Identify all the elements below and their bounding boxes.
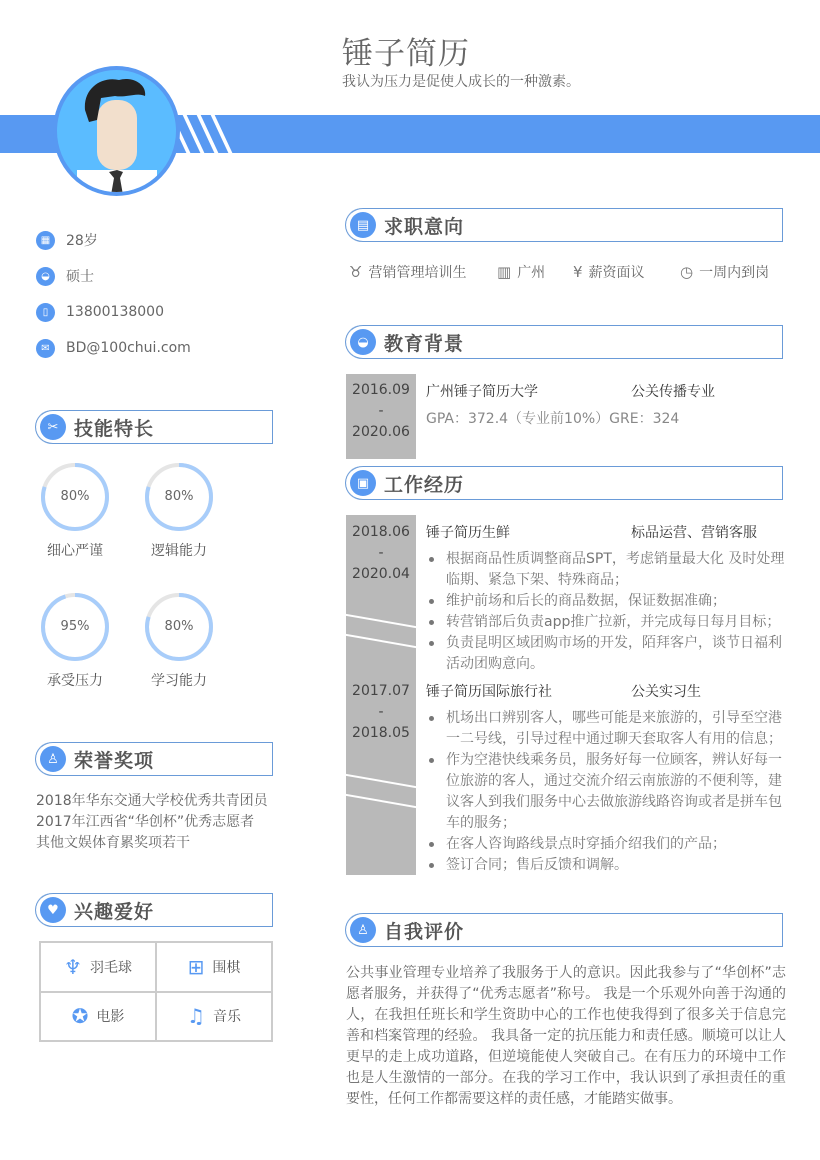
duty-item: 根据商品性质调整商品SPT，考虑销量最大化 及时处理临期、紧急下架、特殊商品； [446, 549, 786, 591]
skill-percent: 95% [60, 619, 90, 634]
skill-label: 学习能力 [151, 673, 207, 689]
film-reel-icon: ✪ [71, 1004, 89, 1029]
hobby-film: ✪ 电影 [40, 992, 156, 1042]
hobby-go: ⊞ 围棋 [156, 942, 272, 992]
clock-icon: ◷ [680, 263, 694, 281]
major: 公关传播专业 [631, 384, 715, 400]
honor-item: 2018年华东交通大学校优秀共青团员 [36, 793, 268, 809]
duty-item: 负责昆明区域团购市场的开发，陌拜客户，谈节日福利活动团购意向。 [446, 633, 786, 675]
company-name: 锤子简历国际旅行社 [426, 684, 552, 700]
calendar-icon: ▦ [36, 231, 55, 250]
intention-salary: ¥ 薪资面议 [573, 263, 645, 281]
graduation-cap-icon: ◒ [36, 267, 55, 286]
company-name: 锤子简历生鲜 [426, 525, 510, 541]
job-role: 标品运营、营销客服 [631, 525, 757, 541]
section-header-skills: ✂ 技能特长 [36, 410, 273, 444]
duties-list [446, 549, 786, 675]
info-email: ✉ BD@100chui.com [36, 338, 191, 358]
info-degree: ◒ 硕士 [36, 266, 94, 286]
avatar [53, 66, 180, 196]
duties-list [446, 708, 786, 876]
work-timeline [346, 515, 416, 875]
phone-icon: ▯ [36, 303, 55, 322]
clipboard-icon: ▤ [350, 212, 376, 238]
section-header-intention: ▤ 求职意向 [346, 208, 783, 242]
duty-item: 转营销部后负责app推广拉新，并完成每日每月目标； [446, 612, 786, 633]
heart-icon: ♥ [40, 897, 66, 923]
skill-label: 逻辑能力 [151, 543, 207, 559]
info-phone: ▯ 13800138000 [36, 302, 164, 322]
honors-list [36, 791, 286, 854]
mail-icon: ✉ [36, 339, 55, 358]
section-header-honors: ♙ 荣誉奖项 [36, 742, 273, 776]
go-board-icon: ⊞ [187, 954, 205, 979]
user-award-icon: ♙ [40, 746, 66, 772]
honor-item: 其他文娱体育累奖项若干 [36, 835, 190, 851]
section-header-education: ◒ 教育背景 [346, 325, 783, 359]
info-age: ▦ 28岁 [36, 230, 98, 250]
section-header-hobbies: ♥ 兴趣爱好 [36, 893, 273, 927]
work-dates-1: 2018.06 - 2020.04 [352, 524, 410, 582]
skill-label: 承受压力 [47, 673, 103, 689]
yen-icon: ¥ [573, 263, 583, 281]
hobby-badminton: ♆ 羽毛球 [40, 942, 156, 992]
school-name: 广州锤子简历大学 [426, 384, 538, 400]
section-header-self-eval: ♙ 自我评价 [346, 913, 783, 947]
self-evaluation-text: 公共事业管理专业培养了我服务于人的意识。因此我参与了“华创杯”志愿者服务，并获得了“优秀志愿者”称号。 我是一个乐观外向善于沟通的人，在我担任班长和学生资助中心的工作也使我得到了很多关于信息完善和档案管理的经验。 我具备一定的抗压能力和责任感。顺境可以让人更早的走上成功道路，但逆境能使人突破自己。在有压力的环境中工作也是人生激情的一部分。在我的学习工作中，我认识到了承担责任的重要性，任何工作都需要这样的责任感，才能踏实做事。 [346, 965, 786, 1107]
hobbies-grid [39, 941, 273, 1042]
duty-item: 维护前场和后长的商品数据，保证数据准确； [446, 591, 786, 612]
skill-3 [40, 592, 110, 689]
skill-percent: 80% [60, 489, 90, 504]
work-dates-2: 2017.07 - 2018.05 [352, 683, 410, 741]
briefcase-icon: ▣ [350, 470, 376, 496]
skill-percent: 80% [164, 619, 194, 634]
education-dates: 2016.09 - 2020.06 [346, 374, 416, 459]
skill-label: 细心严谨 [47, 543, 103, 559]
tools-icon: ✂ [40, 414, 66, 440]
duty-item: 作为空港快线乘务员，服务好每一位顾客，辨认好每一位旅游的客人，通过交流介绍云南旅游的不便利等，建议客人到我们服务中心去做旅游线路咨询或者是拼车包车的服务； [446, 750, 786, 834]
hobby-music: ♫ 音乐 [156, 992, 272, 1042]
skill-percent: 80% [164, 489, 194, 504]
intention-city: ▥ 广州 [497, 263, 546, 281]
honor-item: 2017年江西省“华创杯”优秀志愿者 [36, 814, 255, 830]
skill-4 [144, 592, 214, 689]
motto: 我认为压力是促使人成长的一种激素。 [342, 74, 580, 90]
user-edit-icon: ♙ [350, 917, 376, 943]
intention-position: ♉ 营销管理培训生 [349, 263, 467, 281]
intention-start: ◷ 一周内到岗 [680, 263, 770, 281]
badminton-icon: ♆ [64, 954, 82, 979]
duty-item: 签订合同；售后反馈和调解。 [446, 855, 786, 876]
graduation-cap-icon: ◒ [350, 329, 376, 355]
building-icon: ▥ [497, 263, 512, 281]
duty-item: 机场出口辨别客人，哪些可能是来旅游的，引导至空港一二号线，引导过程中通过聊天套取客人有用的信息； [446, 708, 786, 750]
resume-title: 锤子简历 [342, 36, 470, 72]
skill-2 [144, 462, 214, 559]
gpa: GPA：372.4（专业前10%）GRE：324 [426, 411, 680, 427]
music-note-icon: ♫ [187, 1004, 205, 1029]
duty-item: 在客人咨询路线景点时穿插介绍我们的产品； [446, 834, 786, 855]
job-role: 公关实习生 [631, 684, 701, 700]
skill-1 [40, 462, 110, 559]
tie-icon: ♉ [349, 263, 363, 281]
section-header-work: ▣ 工作经历 [346, 466, 783, 500]
